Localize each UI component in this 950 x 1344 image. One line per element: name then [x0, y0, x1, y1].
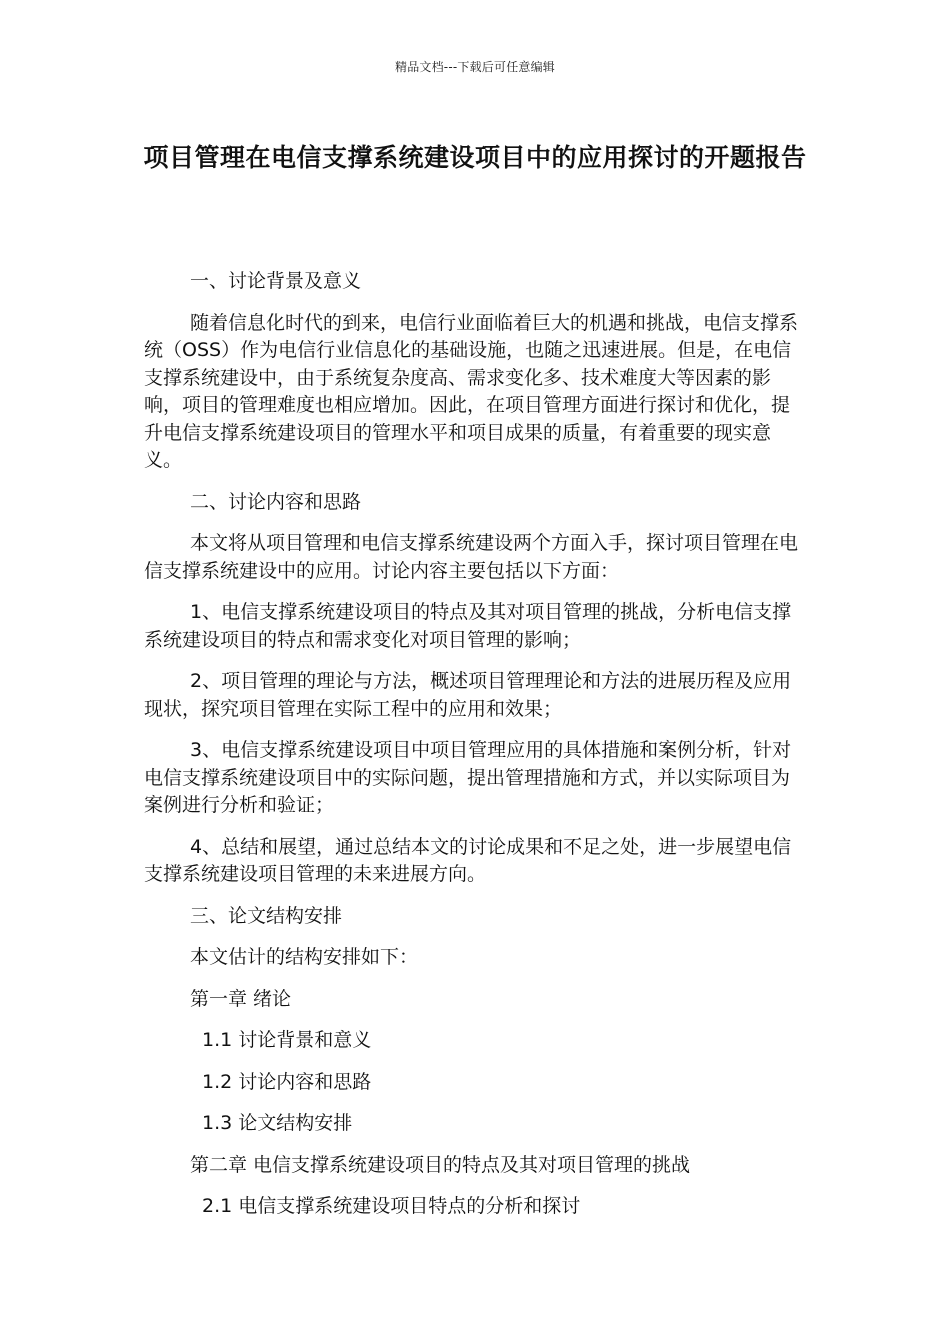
chapter-2: 第二章 电信支撑系统建设项目的特点及其对项目管理的挑战	[190, 1153, 691, 1176]
section-heading-content: 二、讨论内容和思路	[190, 490, 362, 513]
document-body	[144, 268, 808, 1235]
paragraph-background: 随着信息化时代的到来，电信行业面临着巨大的机遇和挑战，电信支撑系统（OSS）作为电信行业信息化的基础设施，也随之迅速进展。但是，在电信支撑系统建设中，由于系统复杂度高、需求变化多、技术难度大等因素的影响，项目的管理难度也相应增加。因此，在项目管理方面进行探讨和优化，提升电信支撑系统建设项目的管理水平和项目成果的质量，有着重要的现实意义。	[144, 311, 799, 471]
paragraph-content-intro: 本文将从项目管理和电信支撑系统建设两个方面入手，探讨项目管理在电信支撑系统建设中的应用。讨论内容主要包括以下方面：	[144, 532, 799, 582]
list-item-4: 4、总结和展望，通过总结本文的讨论成果和不足之处，进一步展望电信支撑系统建设项目管理的未来进展方向。	[144, 835, 792, 885]
chapter-1: 第一章 绪论	[190, 987, 292, 1010]
list-item-2: 2、项目管理的理论与方法，概述项目管理理论和方法的进展历程及应用现状，探究项目管理在实际工程中的应用和效果；	[144, 670, 792, 720]
structure-intro: 本文估计的结构安排如下：	[190, 946, 419, 968]
document-title: 项目管理在电信支撑系统建设项目中的应用探讨的开题报告	[143, 143, 807, 172]
header-note: 精品文档---下载后可任意编辑	[395, 60, 555, 74]
chapter-1-3: 1.3 论文结构安排	[202, 1112, 353, 1134]
list-item-1: 1、电信支撑系统建设项目的特点及其对项目管理的挑战，分析电信支撑系统建设项目的特点和需求变化对项目管理的影响；	[144, 601, 792, 651]
chapter-1-1: 1.1 讨论背景和意义	[202, 1029, 372, 1051]
chapter-2-1: 2.1 电信支撑系统建设项目特点的分析和探讨	[202, 1195, 581, 1217]
section-heading-structure: 三、论文结构安排	[190, 904, 343, 927]
chapter-1-2: 1.2 讨论内容和思路	[202, 1070, 372, 1093]
list-item-3: 3、电信支撑系统建设项目中项目管理应用的具体措施和案例分析，针对电信支撑系统建设项目中的实际问题，提出管理措施和方式，并以实际项目为案例进行分析和验证；	[144, 739, 792, 816]
section-heading-background: 一、讨论背景及意义	[190, 270, 362, 292]
